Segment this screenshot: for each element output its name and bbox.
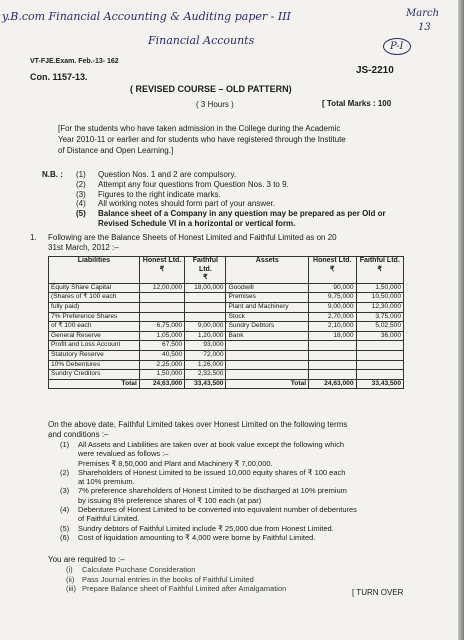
question-text: Following are the Balance Sheets of Honest Limited and Faithful Limited as on 20 31st March, 2012 :–	[48, 233, 337, 252]
nb-label: N.B. :	[42, 170, 63, 179]
course-pattern: ( REVISED COURSE – OLD PATTERN)	[130, 84, 292, 94]
term-item: (2) Shareholders of Honest Limited to be issued 10,000 equity shares of ₹ 100 each	[60, 467, 346, 477]
table-row: fully paid) Plant and Machinery 9,00,000 12,30,000	[49, 302, 404, 312]
duration: ( 3 Hours )	[196, 100, 234, 109]
turn-over: [ TURN OVER	[352, 588, 404, 597]
intro-line: Year 2010-11 or earlier and for students who have registered through the Institute	[58, 135, 346, 144]
header-liabilities: Liabilities	[49, 257, 140, 284]
header-honest: Honest Ltd. ₹	[309, 257, 356, 284]
handwritten-year: 13	[418, 22, 431, 33]
table-row: General Reserve 1,05,000 1,20,000 Bank 18,000 36,000	[49, 331, 404, 341]
con-number: Con. 1157-13.	[30, 72, 88, 82]
exam-code: VT-FJE.Exam. Feb.-13- 162	[30, 58, 119, 65]
term-item: (4) Debentures of Honest Limited to be converted into equivalent number of debentures	[60, 505, 357, 515]
term-item: (6) Cost of liquidation amounting to ₹ 4,000 were borne by Faithful Limited.	[60, 532, 316, 542]
table-body	[49, 283, 404, 389]
header-assets: Assets	[226, 257, 309, 284]
note-item: (1) Question Nos. 1 and 2 are compulsory.	[76, 170, 237, 179]
page-shadow-edge	[458, 0, 464, 640]
table-row: Profit and Loss Account 67,500 93,000	[49, 341, 404, 351]
handwritten-circled-part: P-I	[383, 38, 411, 55]
table-row: 10% Debentures 2,25,000 1,26,000	[49, 360, 404, 370]
header-honest: Honest Ltd. ₹	[139, 257, 184, 284]
required-list	[66, 565, 286, 594]
handwritten-month: March	[406, 8, 440, 19]
note-item: (4) All working notes should form part of your answer.	[76, 199, 275, 209]
intro-line: [For the students who have taken admission in the College during the Academic	[58, 124, 341, 133]
intro-line: of Distance and Open Learning.]	[58, 146, 174, 155]
balance-sheet-table	[48, 256, 404, 389]
table-row: Statutory Reserve 40,500 72,000	[49, 350, 404, 360]
table-row: 7% Preference Shares Stock 2,70,000 3,75,000	[49, 312, 404, 322]
table-total-row: Total 24,63,000 33,43,500 Total 24,63,000 33,43,500	[49, 379, 404, 389]
term-item: (1) All Assets and Liabilities are taken over at book value except the following which	[60, 440, 344, 449]
handwritten-course-title: y.B.com Financial Accounting & Auditing paper - III	[2, 10, 291, 23]
required-label: You are required to :–	[48, 555, 125, 564]
terms-list: (1) All Assets and Liabilities are taken over at book value except the following which were revalued as follows :– Premises ₹ 8,50,000 and Plant and Machinery ₹ 7,00,000. (2) Shareholders of Honest Limited to be issued 10,000 equity shares of ₹ 100 each at 10% premium. (3) 7% preference shareholders of Honest Limited to be discharged at 10% premium by issuing 8% preference shares of ₹ 100 each (at par) (4) Debentures of Honest Limited to be converted into equivalent number of debentures of Faithful Limited. (5) Sundry debtors of Faithful Limited include ₹ 25,000 due from Honest Limited. (6) Cost of liquidation amounting to ₹ 4,000 were borne by Faithful Limited.	[60, 440, 357, 542]
term-item: (5) Sundry debtors of Faithful Limited include ₹ 25,000 due from Honest Limited.	[60, 523, 334, 533]
terms-intro: On the above date, Faithful Limited takes over Honest Limited on the following terms and conditions :–	[48, 420, 348, 439]
handwritten-subject: Financial Accounts	[148, 34, 255, 47]
required-item: (iii) Prepare Balance sheet of Faithful Limited after Amalgamation	[66, 584, 287, 593]
paper-code: JS-2210	[356, 65, 394, 76]
header-faithful: Faithful Ltd. ₹	[356, 257, 404, 284]
question-number: 1.	[30, 233, 37, 242]
header-faithful: Faithful Ltd. ₹	[185, 257, 226, 284]
note-item: (3) Figures to the right indicate marks.	[76, 189, 221, 199]
total-marks: [ Total Marks : 100	[322, 99, 392, 108]
table-header-row	[49, 257, 404, 284]
table-row: (Shares of ₹ 100 each Premises 9,75,000 10,50,000	[49, 293, 404, 303]
term-item: (3) 7% preference shareholders of Honest Limited to be discharged at 10% premium	[60, 486, 347, 496]
table-row: Sundry Creditors 1,50,000 2,32,500	[49, 370, 404, 380]
intro-block	[58, 123, 346, 156]
table-row: Equity Share Capital 12,00,000 18,00,000 Goodwill 90,000 1,50,000	[49, 283, 404, 293]
table-row: of ₹ 100 each 6,75,000 9,00,000 Sundry Debtors 2,10,000 5,02,500	[49, 322, 404, 332]
required-item: (ii) Pass Journal entries in the books of Faithful Limited	[66, 574, 254, 584]
required-item: (i) Calculate Purchase Consideration	[66, 565, 196, 574]
note-item: Revised Schedule VI in a horizontal or vertical form.	[98, 218, 296, 228]
note-item: (2) Attempt any four questions from Question Nos. 3 to 9.	[76, 179, 289, 189]
notes-list	[76, 170, 386, 229]
note-item: (5) Balance sheet of a Company in any question may be prepared as per Old or	[76, 209, 386, 219]
